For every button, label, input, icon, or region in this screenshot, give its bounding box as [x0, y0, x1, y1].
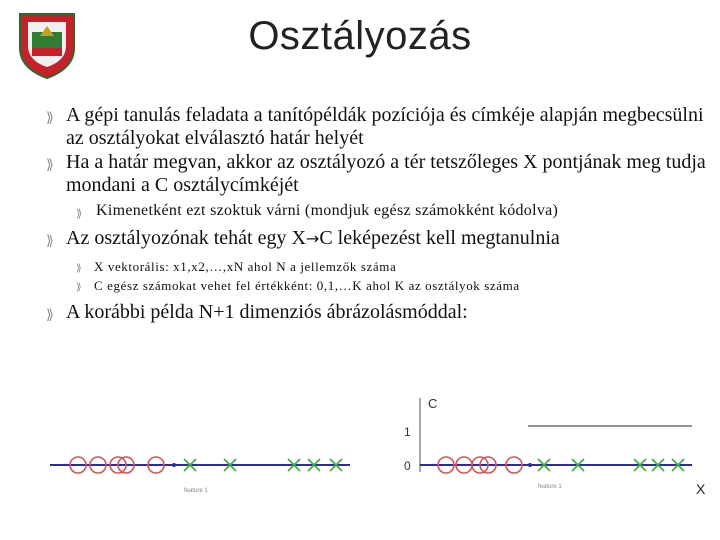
tick-label-1: 1	[404, 425, 411, 439]
bullet-text: A korábbi példa N+1 dimenziós ábrázolásmóddal:	[66, 301, 468, 323]
tick-label-0: 0	[404, 459, 411, 473]
bullet-marker-icon: ⟫	[46, 307, 54, 323]
bullet-marker-icon: ⟫	[46, 110, 54, 126]
boundary-dot	[528, 463, 532, 467]
bullet-text: A gépi tanulás feladata a tanítópéldák pozíciója és címkéje alapján megbecsülni az osztályokat elválasztó határ helyét	[66, 104, 704, 149]
bullet-marker-icon: ⟫	[76, 282, 83, 293]
bullet-text: X vektorális: x1,x2,…,xN ahol N a jellemzők száma	[94, 259, 397, 274]
x-axis-label: X	[696, 481, 706, 497]
sub-bullet-item	[76, 257, 714, 276]
bullet-text: C egész számokat vehet fel értékként: 0,1,…K ahol K az osztályok száma	[94, 278, 520, 293]
bullet-item	[46, 104, 714, 150]
bullet-marker-icon: ⟫	[46, 233, 54, 249]
slide-title: Osztályozás	[248, 14, 472, 58]
c-axis-label: C	[428, 396, 438, 411]
bullet-item	[46, 151, 714, 197]
left-axis-label: feature 1	[184, 488, 208, 494]
bullet-item	[46, 227, 714, 250]
bullet-text: Az osztályozónak tehát egy X	[66, 227, 306, 249]
sub-bullet-item	[76, 201, 714, 221]
arrow-icon: →	[305, 229, 320, 248]
boundary-dot	[172, 463, 176, 467]
bullet-text: Ha a határ megvan, akkor az osztályozó a tér tetszőleges X pontjának meg tudja mondani a C osztálycímkéjét	[66, 151, 706, 196]
bullet-marker-icon: ⟫	[46, 157, 54, 173]
bullet-text: C leképezést kell megtanulnia	[319, 227, 560, 249]
sub-bullet-item	[76, 276, 714, 295]
bullet-marker-icon: ⟫	[76, 263, 83, 274]
classification-figure	[0, 380, 720, 540]
bullet-text: Kimenetként ezt szoktuk várni (mondjuk egész számokként kódolva)	[96, 202, 559, 219]
bullet-list	[46, 104, 714, 325]
bullet-marker-icon: ⟫	[76, 207, 83, 220]
right-axis-label: feature 1	[538, 484, 562, 490]
bullet-item	[46, 301, 714, 324]
